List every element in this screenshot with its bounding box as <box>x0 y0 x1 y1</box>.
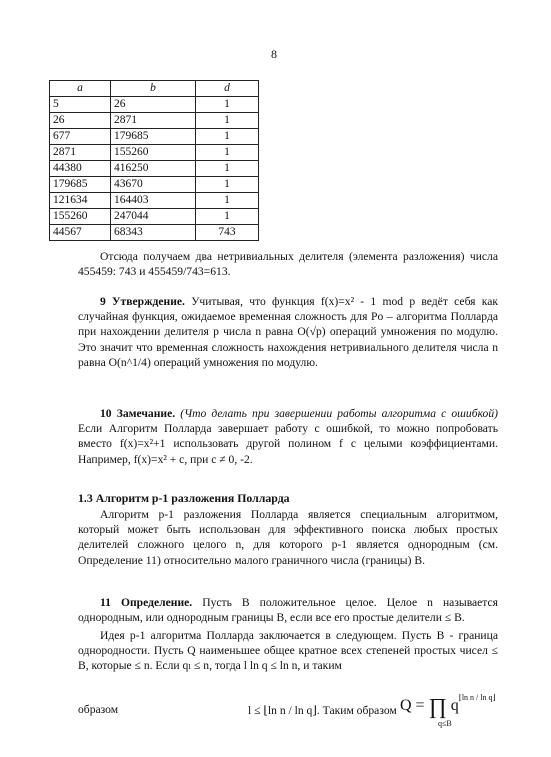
table-row <box>50 113 259 129</box>
cell-b: 416250 <box>111 161 196 177</box>
table-row <box>50 193 259 209</box>
cell-d: 1 <box>196 161 259 177</box>
cell-b: 2871 <box>111 113 196 129</box>
cell-b: 26 <box>111 97 196 113</box>
remark-label: 10 Замечание. <box>100 407 176 420</box>
q-formula <box>400 693 496 728</box>
statement-9 <box>78 294 498 370</box>
page-number: 8 <box>271 47 277 61</box>
table-row <box>50 97 259 113</box>
table-row <box>50 225 259 241</box>
cell-b: 164403 <box>111 193 196 209</box>
paragraph-text: Отсюда получаем два нетривиальных делителя (элемента разложения) числа 455459: 743 и 455459/743=613. <box>78 250 498 279</box>
cell-d: 1 <box>196 97 259 113</box>
col-header-a: a <box>50 81 111 97</box>
formula-mid: l ≤ ⌊ln n / ln q⌋. Таким образом <box>248 704 397 717</box>
formula-left: образом <box>78 703 119 716</box>
cell-a: 2871 <box>50 145 111 161</box>
definition-text: Пусть B положительное целое. Целое n называется однородным, или однородным границы B, если все его простые делители ≤ B. <box>78 596 498 625</box>
section-heading: 1.3 Алгоритм p-1 разложения Полларда <box>78 491 290 505</box>
idea-paragraph <box>78 628 498 674</box>
definition-label: 11 Определение. <box>100 596 193 609</box>
statement-text: Учитывая, что функция f(x)=x² - 1 mod p ведёт себя как случайная функция, ожидаемое временная сложность для Po – алгоритма Полларда при нахождении делителя p числа n равна O(√p) операций умножения по модулю. Это значит что временная сложность нахождения нетривиального делителя числа n равна O(n^1/4) операций умножения по модулю. <box>78 295 498 369</box>
cell-a: 677 <box>50 129 111 145</box>
product-subscript: q≤B <box>438 719 452 728</box>
cell-d: 1 <box>196 193 259 209</box>
cell-a: 179685 <box>50 177 111 193</box>
cell-b: 68343 <box>111 225 196 241</box>
remark-10 <box>78 406 498 467</box>
cell-b: 179685 <box>111 129 196 145</box>
statement-label: 9 Утверждение. <box>100 295 185 308</box>
section-paragraph <box>78 507 498 568</box>
cell-d: 1 <box>196 113 259 129</box>
paragraph-result <box>78 249 498 279</box>
definition-11 <box>78 595 498 625</box>
cell-d: 1 <box>196 209 259 225</box>
cell-a: 5 <box>50 97 111 113</box>
q-label: Q = <box>400 697 425 714</box>
cell-d: 1 <box>196 145 259 161</box>
product-symbol: ∏ <box>428 693 447 719</box>
product-exponent: ⌊ln n / ln q⌋ <box>458 693 496 702</box>
table-row <box>50 177 259 193</box>
remark-text: Если Алгоритм Полларда завершает работу с ошибкой, то можно попробовать вместо f(x)=x²+1 использовать другой полином f с целыми коэффициентами. Например, f(x)=x² + c, при c ≠ 0, -2. <box>78 422 498 466</box>
cell-b: 43670 <box>111 177 196 193</box>
cell-d: 1 <box>196 177 259 193</box>
gcd-table <box>49 80 259 241</box>
section-paragraph-text: Алгоритм p-1 разложения Полларда является специальным алгоритмом, который может быть использован для эффективного поиска любых простых делителей сложного целого n, для которого p-1 является однородным (см. Определение 11) относительно малого граничного числа (границы) B. <box>78 508 498 567</box>
col-header-b: b <box>111 81 196 97</box>
table-row <box>50 209 259 225</box>
idea-text: Идея p-1 алгоритма Полларда заключается в следующем. Пусть B - граница однородности. Пусть Q наименьшее общее кратное всех степеней простых чисел ≤ B, которые ≤ n. Если qₗ ≤ n, тогда l ln q ≤ ln n, и таким <box>78 629 498 673</box>
cell-b: 155260 <box>111 145 196 161</box>
table-row <box>50 145 259 161</box>
table-row <box>50 129 259 145</box>
cell-d: 1 <box>196 129 259 145</box>
remark-italic: (Что делать при завершении работы алгоритма с ошибкой) <box>180 407 499 420</box>
table-row <box>50 161 259 177</box>
cell-a: 44567 <box>50 225 111 241</box>
cell-b: 247044 <box>111 209 196 225</box>
cell-a: 44380 <box>50 161 111 177</box>
cell-a: 121634 <box>50 193 111 209</box>
table-header-row <box>50 81 259 97</box>
product-term: q <box>450 697 459 714</box>
cell-d: 743 <box>196 225 259 241</box>
cell-a: 26 <box>50 113 111 129</box>
cell-a: 155260 <box>50 209 111 225</box>
col-header-d: d <box>196 81 259 97</box>
